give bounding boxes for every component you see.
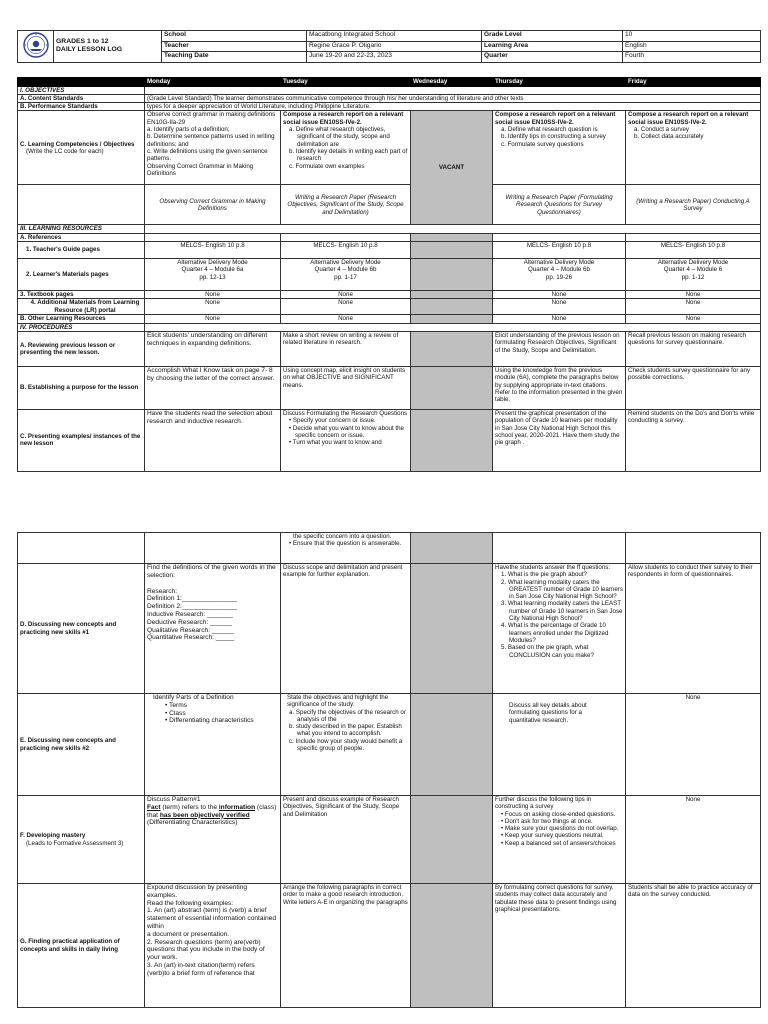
additional-materials-label: 4. Additional Materials from Learning Resource (LR) portal (18, 299, 145, 315)
form-title (54, 31, 162, 63)
discussing-1-thursday (493, 564, 626, 694)
discussing-2-tuesday (281, 694, 411, 796)
e-tue-head: State the objectives and highlight the significance of the study: (287, 694, 389, 709)
day-header-row (18, 77, 761, 86)
lm-line: Quarter 4 – Module 6a (181, 266, 244, 274)
presenting-monday: Have the students read the selection about research and inductive research. (145, 409, 281, 471)
e-mon-head: Identify Parts of a Definition (153, 694, 234, 701)
comp-fri-head: Compose a research report on a relevant social issue EN10SS-IVe-2. (628, 111, 749, 126)
quarter-value: Fourth (623, 52, 761, 63)
d-thu-item: 3. What learning modality caters the LEAST number of Grade 10 learners in San Jose City National High School? (501, 600, 623, 623)
lm-friday (626, 259, 761, 291)
e-mon-item: • Differentiating characteristics (165, 717, 254, 725)
e-mon-item: • Terms (165, 701, 187, 709)
day-friday: Friday (626, 77, 761, 86)
grade-level-value: 10 (623, 31, 761, 42)
discussing-2-monday (145, 694, 281, 796)
f-thu-item: • Focus on asking close-ended questions. (501, 810, 616, 818)
lesson-table-page-2 (17, 532, 761, 1008)
bullet-text: Differentiating characteristics (169, 717, 254, 725)
header-table (17, 30, 761, 63)
f-thu-item: • Keep a balanced set of answers/choices (501, 839, 616, 847)
developing-mastery-friday: None (626, 796, 761, 884)
procedures-heading: IV. PROCEDURES (18, 323, 145, 331)
topic-friday: (Writing a Research Paper) Conducting A Survey (626, 185, 761, 225)
am-tuesday: None (281, 299, 411, 315)
d-mon-line: Quantitative Research: _____ (147, 634, 235, 642)
teachers-guide-label: 1. Teacher's Guide pages (18, 242, 145, 259)
presenting-tue-item: • Decide what you want to know about the specific concern or issue. (289, 424, 404, 439)
bullet-text: Specify your concern or issue. (292, 417, 376, 425)
wednesday-vacant: VACANT (411, 111, 493, 225)
competencies-friday (626, 111, 761, 185)
lm-line: Alternative Delivery Mode (657, 259, 729, 267)
learning-area-value: English (623, 41, 761, 52)
presenting-friday: Remind students on the Do's and Don'ts while conducting a survey. (626, 409, 761, 471)
reviewing-label: A. Reviewing previous lesson or presenting the new lesson. (18, 331, 145, 366)
presenting-tue-item: • Specify your concern or issue. (289, 417, 376, 425)
page-2 (17, 532, 760, 1008)
learning-area-label: Learning Area (482, 41, 623, 52)
f-thu-item: • Make sure your questions do not overlap. (501, 825, 619, 833)
d-mon-line: Inductive Research: _______ (147, 610, 233, 618)
deped-seal (18, 31, 54, 63)
lm-line: pp. 12-13 (199, 273, 226, 281)
day-monday: Monday (145, 77, 281, 86)
title-line-2: DAILY LESSON LOG (56, 46, 123, 54)
competencies-title: C. Learning Competencies / Objectives (20, 140, 135, 148)
discussing-2-friday: None (626, 694, 761, 796)
cont-bullet: • Ensure that the question is answerable. (289, 540, 402, 548)
tb-thursday: None (493, 291, 626, 299)
other-friday: None (626, 315, 761, 323)
d-thu-item: 4. What is the percentage of Grade 10 learners enrolled under the Digitized Modules? (501, 622, 609, 644)
g-mon-line: Read the following examples: (147, 899, 234, 907)
teacher-label: Teacher (162, 41, 307, 52)
bullet-text: Focus on asking close-ended questions. (504, 810, 616, 818)
lm-line: Quarter 4 – Module 6b (314, 266, 377, 274)
topic-tuesday: Writing a Research Paper (Research Objectives, Significant of the Study, Scope and Delimitation) (281, 185, 411, 225)
objectives-heading: I. OBJECTIVES (18, 86, 145, 94)
performance-standards-label: B. Performance Standards (18, 103, 145, 111)
f-thu-head: Further discuss the following tips in constructing a survey (495, 796, 592, 811)
bullet-text: Don't ask for two things at once. (504, 817, 593, 825)
e-tue-item: c. Include how your study would benefit a specific group of people. (289, 737, 403, 753)
e-tue-item: a. Specify the objectives of the research or analysis of the (289, 708, 406, 723)
purpose-tuesday: Using concept map, elicit insight on students on what OBJECTIVE and SIGNIFICANT means. (281, 366, 411, 409)
other-resources-label: B. Other Learning Resources (18, 315, 145, 323)
f-mon-verified: has been objectively verified (159, 811, 250, 819)
tg-thursday: MELCS- English 10 p.8 (493, 242, 626, 259)
d-thu-head: Havethe students answer the ff questions: (495, 564, 611, 571)
topic-thursday: Writing a Research Paper (Formulating Research Questions for Survey Questionnaires) (493, 185, 626, 225)
comp-thu-head: Compose a research report on a relevant social issue EN10SS-IVe-2. (495, 111, 616, 126)
d-mon-line: Research: (147, 587, 178, 595)
lm-line: pp. 1-12 (681, 273, 705, 281)
competencies-tuesday (281, 111, 411, 185)
reviewing-friday: Recall previous lesson on making research questions for survey questionnaire. (626, 331, 761, 366)
purpose-friday: Check students survey questionnaire for any possible corrections. (626, 366, 761, 409)
competencies-thursday (493, 111, 626, 185)
discussing-1-friday: Allow students to conduct their survey to their respondents in form of questionnaires. (626, 564, 761, 694)
f-mon-part: (term) refers to the (160, 803, 219, 811)
presenting-thursday: Present the graphical presentation of the population of Grade 10 learners per modality in San Jose City National High School this school year, 2020-2021. Have them study the pie graph . (493, 409, 626, 471)
other-monday: None (145, 315, 281, 323)
comp-mon-line: a. Identify parts of a definition; (147, 126, 230, 134)
comp-fri-item: a. Conduct a survey (634, 126, 690, 134)
comp-mon-line: b. Determine sentence patterns used in writing definitions; and (147, 133, 275, 148)
other-tuesday: None (281, 315, 411, 323)
topic-monday: Observing Correct Grammar in Making Definitions (145, 185, 281, 225)
resources-heading: III. LEARNING RESOURCES (18, 225, 145, 233)
lm-line: pp. 1-17 (334, 273, 357, 281)
comp-mon-line: Observe correct grammar in making definitions EN10G-IIa-29 (147, 111, 276, 126)
reviewing-thursday: Elicit understanding of the previous lesson on formulating Research Objectives, Significant of the Study, Scope and Delimitation. (493, 331, 626, 366)
discussing-2-thursday (493, 694, 626, 796)
f-thu-item: • Don't ask for two things at once. (501, 817, 593, 825)
f-mon-line: Discuss Pattern#1 (147, 796, 201, 803)
title-line-1: GRADES 1 to 12 (56, 37, 109, 45)
f-mon-info: information (218, 803, 256, 811)
developing-mastery-thursday (493, 796, 626, 884)
discussing-1-monday (145, 564, 281, 694)
bullet-text: Keep a balanced set of answers/choices (504, 839, 616, 847)
application-monday (145, 884, 281, 1008)
competencies-label (18, 111, 145, 185)
deped-seal-icon (23, 32, 49, 58)
bullet-text: Class (169, 709, 186, 717)
d-mon-line: Definition 1:_______________ (147, 595, 237, 603)
presenting-label: C. Presenting examples/ instances of the new lesson (18, 409, 145, 471)
competencies-monday (145, 111, 281, 185)
bullet-text: Decide what you want to know about the specific concern or issue. (292, 424, 404, 439)
quarter-label: Quarter (482, 52, 623, 63)
g-mon-line: Expound discussion by presenting examples. (147, 884, 248, 899)
d-mon-line: Qualitative Research: ______ (147, 626, 234, 634)
tg-friday: MELCS- English 10 p.8 (626, 242, 761, 259)
f-mon-part: (class) that (147, 803, 277, 819)
developing-mastery-sub: (Leads to Formative Assessment 3) (26, 839, 124, 847)
day-tuesday: Tuesday (281, 77, 411, 86)
purpose-monday: Accomplish What I Know task on page 7- 8 by choosing the letter of the correct answer. (145, 366, 281, 409)
application-tuesday: Arrange the following paragraphs in correct order to make a good research introduction. Write letters A-E in organizing the paragraphs (281, 884, 411, 1008)
continued-tuesday (281, 533, 411, 564)
e-thu-text: Discuss all key details about formulating questions for a quantitative research. (509, 702, 587, 724)
lm-line: Alternative Delivery Mode (523, 259, 595, 267)
competencies-sub: (Write the LC code for each) (26, 147, 104, 155)
lm-line: Quarter 4 – Module 6 (663, 266, 723, 274)
g-mon-line: a document or presentation. (147, 930, 230, 938)
page-1 (17, 30, 760, 472)
comp-tue-item: b. Identify key details in writing each part of research (289, 147, 408, 163)
bullet-text: Keep your survey questions neutral. (504, 832, 604, 840)
day-wednesday: Wednesday (411, 77, 493, 86)
tb-friday: None (626, 291, 761, 299)
comp-tue-head: Compose a research report on a relevant social issue EN10SS-IVe-2. (283, 111, 404, 126)
lm-line: Quarter 4 – Module 6b (528, 266, 590, 274)
discussing-1-tuesday: Discuss scope and delimitation and present example for further explanation. (281, 564, 411, 694)
content-standards-label: A. Content Standards (18, 94, 145, 102)
g-mon-line: 3. An (art) in-text citation(term) refers (verb)to a brief form of reference that (147, 961, 255, 977)
teacher-value: Regine Grace P. Oligario (307, 41, 482, 52)
cont-line: the specific concern into a question. (293, 533, 392, 540)
textbook-pages-label: 3. Textbook pages (18, 291, 145, 299)
developing-mastery-tuesday: Present and discuss example of Research Objectives, Significant of the Study, Scope and Delimitation (281, 796, 411, 884)
school-label: School (162, 31, 307, 42)
lesson-table-page-1 (17, 77, 761, 472)
d-mon-line: Definition 2:_______________ (147, 603, 237, 611)
bullet-text: Terms (169, 701, 187, 709)
tg-monday: MELCS- English 10 p.8 (145, 242, 281, 259)
presenting-tue-head: Discuss Formulating the Research Questions (283, 409, 408, 417)
bullet-text: Ensure that the question is answerable. (292, 540, 402, 548)
comp-tue-item: c. Formulate own examples (289, 162, 365, 170)
performance-standards-value: types for a deeper appreciation of World Literature, including Philippine Literature. (145, 103, 761, 111)
day-thursday: Thursday (493, 77, 626, 86)
tg-tuesday: MELCS- English 10 p.8 (281, 242, 411, 259)
discussing-2-label: E. Discussing new concepts and practicing new skills #2 (18, 694, 145, 796)
d-thu-item: 1. What is the pie graph about? (501, 571, 587, 579)
am-thursday: None (493, 299, 626, 315)
lm-monday (145, 259, 281, 291)
learners-materials-label: 2. Learner's Materials pages (18, 259, 145, 291)
developing-mastery-label (18, 796, 145, 884)
other-thursday: None (493, 315, 626, 323)
g-mon-line: 2. Research questions (term) are(verb) questions that you include in the body of your work. (147, 938, 265, 962)
lm-line: Alternative Delivery Mode (310, 259, 381, 267)
bullet-text: Make sure your questions do not overlap. (504, 825, 619, 833)
lm-thursday (493, 259, 626, 291)
comp-thu-item: a. Define what research question is (501, 126, 598, 134)
tb-monday: None (145, 291, 281, 299)
e-mon-item: • Class (165, 709, 186, 717)
content-standards-value: (Grade Level Standard) The learner demonstrates communicative competence through his/ her understanding of literature and other texts (145, 94, 761, 102)
lm-line: pp. 19-26 (545, 273, 573, 281)
application-label: G. Finding practical application of concepts and skills in daily living (18, 884, 145, 1008)
developing-mastery-title: F. Developing mastery (20, 832, 86, 840)
reviewing-tuesday: Make a short review on writing a review of related literature in research. (281, 331, 411, 366)
comp-fri-item: b. Collect data accurately (634, 133, 704, 141)
f-mon-part: (Differentiating Characteristics) (147, 819, 238, 827)
comp-tue-item: a. Define what research objectives, significant of the study, scope and delimitation are (289, 126, 390, 148)
presenting-tuesday (281, 409, 411, 471)
comp-mon-line: Observing Correct Grammar in Making Definitions (147, 162, 254, 177)
reviewing-monday: Elicit students' understanding on different techniques in expanding definitions. (145, 331, 281, 366)
teaching-date-label: Teaching Date (162, 52, 307, 63)
school-value: Macatbong Integrated School (307, 31, 482, 42)
d-mon-line: Deductive Research: ______ (147, 618, 233, 626)
g-mon-line: 1. An (art) abstract (term) is (verb) a brief statement of essential information contained within (147, 907, 277, 930)
teaching-date-value: June 19-20 and 22-23, 2023 (307, 52, 482, 63)
purpose-thursday: Using the knowledge from the previous module (6A), complete the paragraphs below by supplying appropriate in-text citations. Refer to the information presented in the given table. (493, 366, 626, 409)
d-thu-item: 2. What learning modality caters the GREATEST number of Grade 10 learners in San Jose City National High School? (501, 578, 623, 601)
am-friday: None (626, 299, 761, 315)
discussing-1-label: D. Discussing new concepts and practicing new skills #1 (18, 564, 145, 694)
tb-tuesday: None (281, 291, 411, 299)
comp-thu-item: c. Formulate survey questions (501, 140, 584, 148)
f-mon-fact: Fact (147, 803, 161, 811)
d-mon-line (147, 580, 278, 588)
presenting-tue-item: • Turn what you want to know and (289, 439, 382, 447)
lm-line: Alternative Delivery Mode (177, 259, 248, 267)
application-friday: Students shall be able to practice accuracy of data on the survey conducted. (626, 884, 761, 1008)
d-mon-line: Find the definitions of the given words in the selection: (147, 564, 276, 579)
references-label: A. References (18, 233, 145, 241)
f-mon-pattern (147, 804, 278, 827)
purpose-label: B. Establishing a purpose for the lesson (18, 366, 145, 409)
grade-level-label: Grade Level (482, 31, 623, 42)
application-thursday: By formulating correct questions for survey, students may collect data accurately and tabulate these data to present findings using graphical presentations. (493, 884, 626, 1008)
am-monday: None (145, 299, 281, 315)
developing-mastery-monday (145, 796, 281, 884)
bullet-text: Turn what you want to know and (292, 439, 382, 447)
e-tue-item: b. study described in the paper. Establish what you intend to accomplish. (289, 723, 402, 738)
lm-tuesday (281, 259, 411, 291)
comp-thu-item: b. Identify tips in constructing a survey (501, 133, 606, 141)
f-thu-item: • Keep your survey questions neutral. (501, 832, 604, 840)
comp-mon-line: c. Write definitions using the given sentence patterns. (147, 147, 268, 163)
d-thu-item: 5. Based on the pie graph, what CONCLUSION can you make? (501, 644, 594, 659)
